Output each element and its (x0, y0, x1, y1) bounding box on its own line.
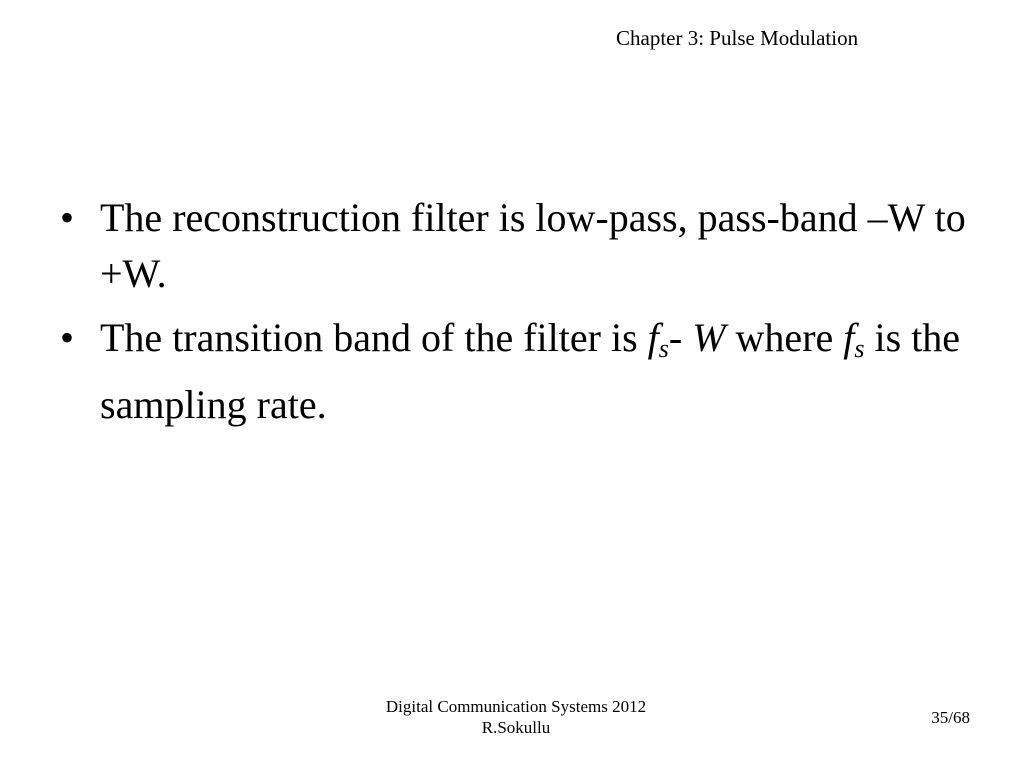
math-var-w: W (692, 315, 726, 360)
chapter-title: Chapter 3: Pulse Modulation (616, 26, 859, 50)
footer-course-title: Digital Communication Systems 2012 (385, 697, 647, 716)
page-number: 35/68 (931, 708, 970, 727)
bullet-marker: • (60, 195, 75, 240)
bullet-text-part: where (725, 315, 844, 360)
bullet-list (60, 190, 990, 441)
footer-credit (316, 696, 716, 738)
bullet-text-part: The transition band of the filter is (100, 315, 648, 360)
bullet-text: The reconstruction filter is low-pass, pass-band –W to +W. (100, 195, 966, 296)
math-var-f: f (647, 315, 659, 360)
bullet-marker: • (60, 315, 75, 360)
math-subscript-s: s (854, 334, 865, 363)
math-subscript-s: s (658, 334, 669, 363)
math-minus: - (668, 315, 693, 360)
footer-author: R.Sokullu (481, 718, 551, 737)
bullet-item-reconstruction-filter (60, 190, 990, 302)
bullet-item-transition-band (60, 310, 990, 433)
math-var-f: f (843, 315, 855, 360)
bullet-text-part: is the sampling rate. (100, 315, 961, 427)
